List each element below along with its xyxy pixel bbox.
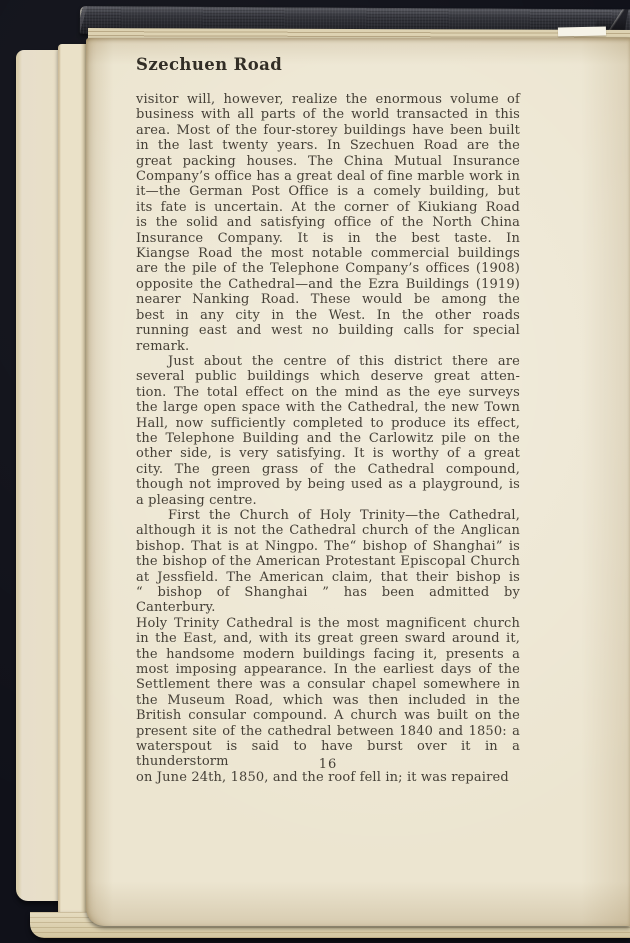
text-line: city. The green grass of the Cathedral compound, bbox=[136, 461, 520, 477]
text-line: nearer Nanking Road. These would be among the bbox=[136, 292, 520, 308]
text-line: opposite the Cathedral—and the Ezra Buildings (1919) bbox=[136, 276, 520, 292]
text-line: “ bishop of Shanghai ” has been admitted by Canterbury. bbox=[136, 585, 520, 616]
text-line: the large open space with the Cathedral, the new Town bbox=[136, 400, 520, 416]
text-line: Just about the centre of this district there are bbox=[168, 353, 520, 369]
text-line: other side, is very satisfying. It is worthy of a great bbox=[136, 446, 520, 462]
text-line: First the Church of Holy Trinity—the Cathedral, bbox=[168, 507, 520, 523]
text-line: a pleasing centre. bbox=[136, 492, 257, 508]
loose-page-sliver bbox=[558, 26, 606, 36]
text-line: it—the German Post Office is a comely building, but bbox=[136, 184, 520, 200]
text-line: Insurance Company. It is in the best taste. In bbox=[136, 230, 520, 246]
text-line: tion. The total effect on the mind as the eye surveys bbox=[136, 384, 520, 400]
text-line: British consular compound. A church was built on the bbox=[136, 708, 520, 724]
body-text bbox=[136, 92, 520, 785]
text-line: remark. bbox=[136, 338, 190, 354]
text-line: on June 24th, 1850, and the roof fell in; it was repaired bbox=[136, 769, 509, 785]
text-line: Hall, now sufficiently completed to produce its effect, bbox=[136, 415, 520, 431]
text-line: are the pile of the Telephone Company’s offices (1908) bbox=[136, 261, 520, 277]
text-line: in the East, and, with its great green sward around it, bbox=[136, 631, 520, 647]
text-line: Kiangse Road the most notable commercial buildings bbox=[136, 246, 520, 262]
text-line: its fate is uncertain. At the corner of Kiukiang Road bbox=[136, 199, 520, 215]
text-line: area. Most of the four-storey buildings have been built bbox=[136, 122, 520, 138]
text-line: most imposing appearance. In the earliest days of the bbox=[136, 662, 520, 678]
text-line: the bishop of the American Protestant Episcopal Church bbox=[136, 554, 520, 570]
text-line: business with all parts of the world transacted in this bbox=[136, 107, 520, 123]
text-line: several public buildings which deserve great atten- bbox=[136, 369, 520, 385]
text-line: is the solid and satisfying office of the North China bbox=[136, 215, 520, 231]
text-line: although it is not the Cathedral church of the Anglican bbox=[136, 523, 520, 539]
text-line: Settlement there was a consular chapel somewhere in bbox=[136, 677, 520, 693]
page-stack-left-outer-edge bbox=[16, 50, 64, 901]
text-line: Holy Trinity Cathedral is the most magnificent church bbox=[136, 615, 520, 631]
page-number: 16 bbox=[318, 757, 338, 772]
text-line: waterspout is said to have burst over it in a thunderstorm bbox=[136, 739, 520, 770]
text-line: running east and west no building calls for special bbox=[136, 323, 520, 339]
text-line: in the last twenty years. In Szechuen Road are the bbox=[136, 138, 520, 154]
text-line: bishop. That is at Ningpo. The“ bishop of Shanghai” is bbox=[136, 538, 520, 554]
text-line: at Jessfield. The American claim, that their bishop is bbox=[136, 569, 520, 585]
text-line: the handsome modern buildings facing it, presents a bbox=[136, 646, 520, 662]
text-line: though not improved by being used as a playground, is bbox=[136, 477, 520, 493]
text-line: the Museum Road, which was then included in the bbox=[136, 692, 520, 708]
text-line: best in any city in the West. In the other roads bbox=[136, 307, 520, 323]
section-heading: Szechuen Road bbox=[136, 55, 283, 74]
text-line: great packing houses. The China Mutual Insurance bbox=[136, 153, 520, 169]
text-line: Company’s office has a great deal of fine marble work in bbox=[136, 169, 520, 185]
text-line: present site of the cathedral between 1840 and 1850: a bbox=[136, 723, 520, 739]
text-line: visitor will, however, realize the enormous volume of bbox=[136, 92, 520, 107]
text-line: the Telephone Building and the Carlowitz pile on the bbox=[136, 430, 520, 446]
